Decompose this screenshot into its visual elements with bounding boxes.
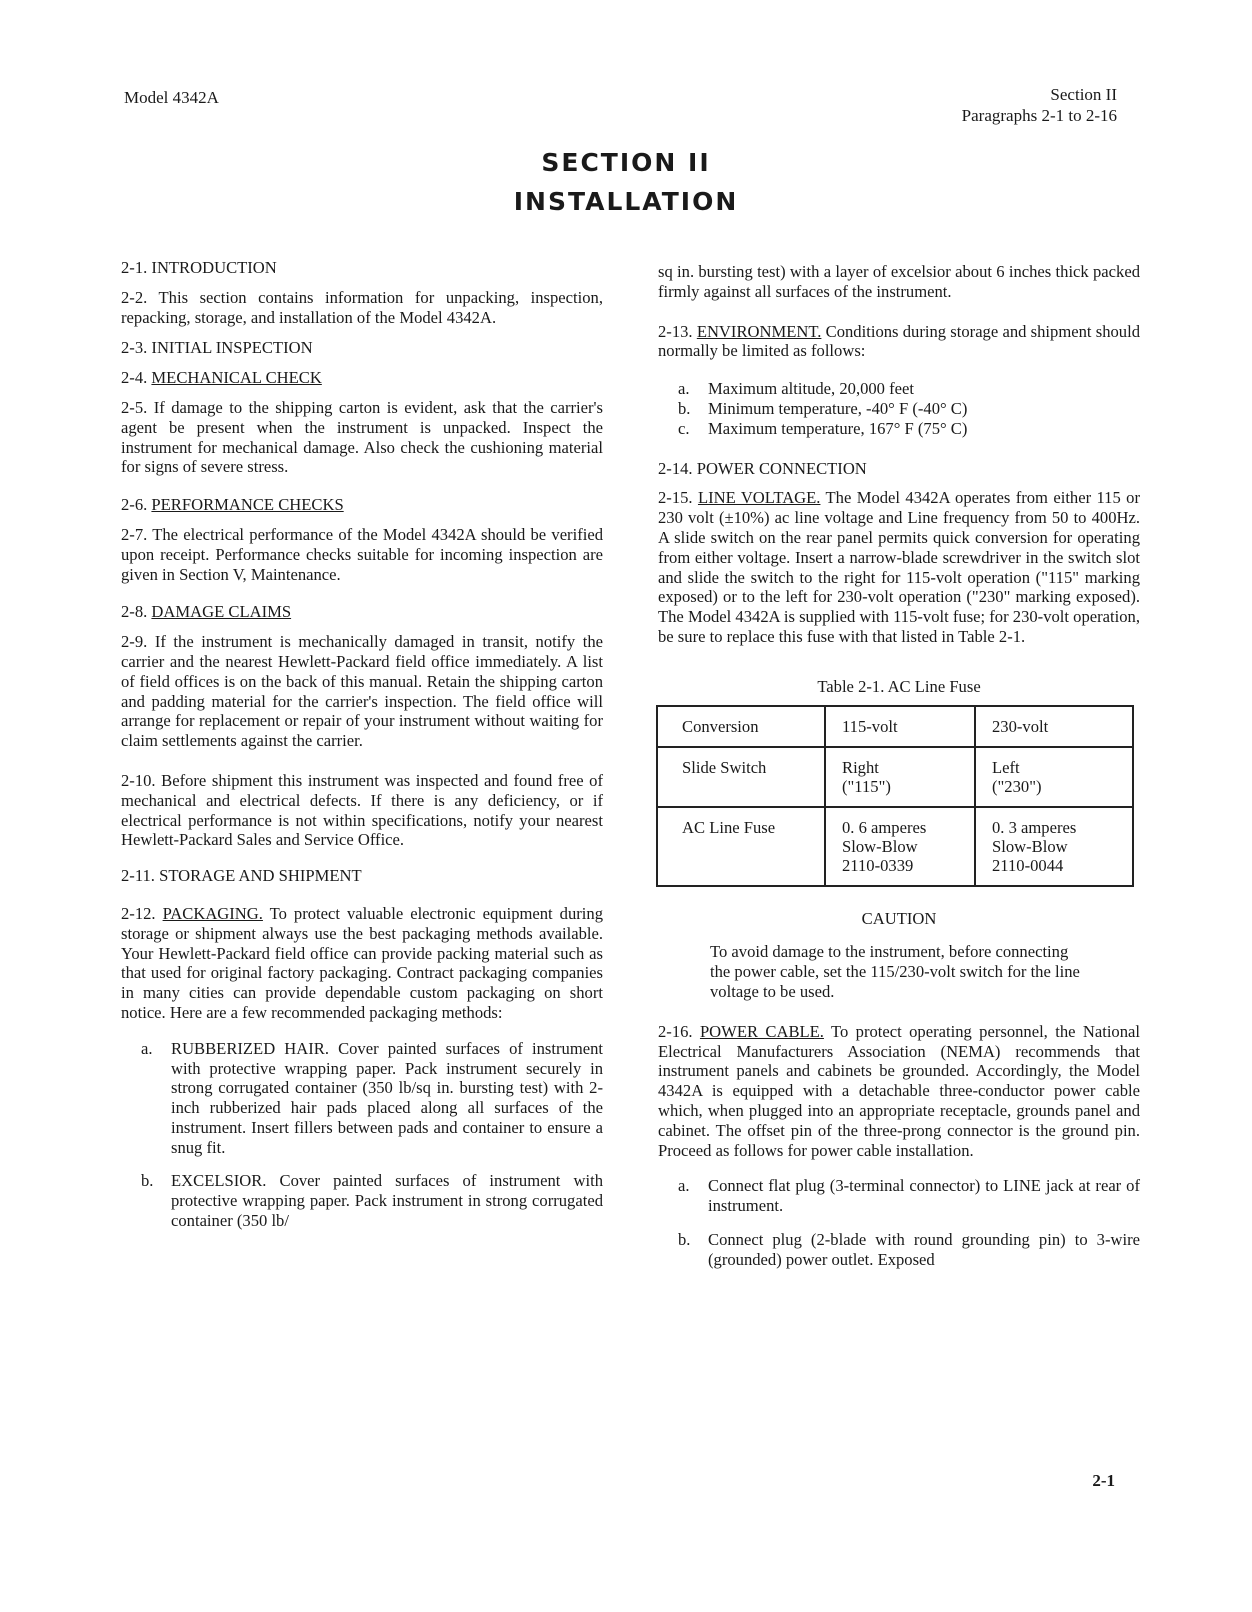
paragraph-2-7: 2-7. The electrical performance of the Model 4342A should be verified upon receipt. Performance checks suitable for incoming inspection are given in Section V, Maintenance.: [121, 524, 603, 584]
paragraph-2-13: 2-13. ENVIRONMENT. Conditions during storage and shipment should normally be limited as follows:: [658, 321, 1140, 361]
ac-line-fuse-table: [656, 705, 1134, 887]
table-cell: AC Line Fuse: [657, 807, 825, 886]
table-caption: Table 2-1. AC Line Fuse: [817, 676, 981, 696]
table-cell: Right ("115"): [825, 747, 975, 807]
table-cell: Left ("230"): [975, 747, 1133, 807]
packaging-methods-list: [121, 1039, 603, 1231]
paragraph-2-16: 2-16. POWER CABLE. To protect operating personnel, the National Electrical Manufacturers Association (NEMA) recommends that instrument panels and cabinets be grounded. Accordingly, the Model 4342A is equipped with a detachable three-conductor power cable which, when plugged into an appropriate receptacle, grounds panel and cabinet. The offset pin of the three-prong connector is the ground pin. Proceed as follows for power cable installation.: [658, 1021, 1140, 1160]
table-row: [657, 706, 1133, 747]
table-cell: 0. 3 amperes Slow-Blow 2110-0044: [975, 807, 1133, 886]
paragraph-2-2: 2-2. This section contains information for unpacking, inspection, repacking, storage, and installation of the Model 4342A.: [121, 287, 603, 327]
paragraph-2-12: 2-12. PACKAGING. To protect valuable electronic equipment during storage or shipment always use the best packaging methods available. Your Hewlett-Packard field office can provide packing material such as that used for original factory packaging. Contract packaging companies in many cities can provide dependable custom packaging on short notice. Here are a few recommended packaging methods:: [121, 903, 604, 1022]
list-item: a. RUBBERIZED HAIR. Cover painted surfaces of instrument with protective wrapping paper. Pack instrument securely in strong corrugated container (350 lb/sq in. bursting test) with 2-inch rubberized hair pads placed along all surfaces of the instrument. Insert fillers between pads and container to ensure a snug fit.: [141, 1038, 603, 1157]
heading-initial-inspection: 2-3. INITIAL INSPECTION: [121, 338, 313, 358]
heading-power-connection: 2-14. POWER CONNECTION: [658, 458, 867, 478]
environment-list: [658, 379, 1140, 438]
right-column: [658, 262, 1140, 1284]
heading-performance-checks: 2-6. PERFORMANCE CHECKS: [121, 495, 344, 515]
header-paragraphs: Paragraphs 2-1 to 2-16: [961, 106, 1117, 125]
packaging-b-continued: sq in. bursting test) with a layer of excelsior about 6 inches thick packed firmly against all surfaces of the instrument.: [658, 262, 1140, 301]
list-item: a. Maximum altitude, 20,000 feet: [678, 379, 914, 399]
header-section: Section II: [1050, 85, 1117, 104]
caution-title: CAUTION: [861, 908, 937, 928]
heading-mechanical-check: 2-4. MECHANICAL CHECK: [121, 368, 322, 388]
paragraph-2-10: 2-10. Before shipment this instrument was inspected and found free of mechanical and electrical defects. If there is any deficiency, or if electrical performance is not within specifications, notify your nearest Hewlett-Packard Sales and Service Office.: [121, 770, 603, 850]
list-item: b. Connect plug (2-blade with round grounding pin) to 3-wire (grounded) power outlet. Exposed: [678, 1229, 1140, 1269]
heading-introduction: 2-1. INTRODUCTION: [121, 258, 277, 277]
table-cell: 0. 6 amperes Slow-Blow 2110-0339: [825, 807, 975, 886]
table-cell: Conversion: [657, 706, 825, 747]
table-row: [657, 807, 1133, 886]
paragraph-2-5: 2-5. If damage to the shipping carton is evident, ask that the carrier's agent be present when the instrument is unpacked. Inspect the instrument for mechanical damage. Also check the cushioning material for signs of severe stress.: [121, 397, 603, 477]
heading-damage-claims: 2-8. DAMAGE CLAIMS: [121, 602, 292, 622]
table-cell: 115-volt: [825, 706, 975, 747]
table-row: [657, 747, 1133, 807]
heading-storage-shipment: 2-11. STORAGE AND SHIPMENT: [121, 866, 362, 886]
left-column: [121, 258, 603, 1245]
caution-text: To avoid damage to the instrument, before connecting the power cable, set the 115/230-volt switch for the line voltage to be used.: [710, 942, 1080, 1001]
list-item: a. Connect flat plug (3-terminal connector) to LINE jack at rear of instrument.: [678, 1176, 1140, 1216]
header-section-info: [962, 84, 1117, 126]
power-cable-steps-list: [658, 1176, 1140, 1269]
header-model: Model 4342A: [124, 88, 219, 107]
table-cell: 230-volt: [975, 706, 1133, 747]
list-item: b. EXCELSIOR. Cover painted surfaces of instrument with protective wrapping paper. Pack instrument in strong corrugated container (350 lb/: [141, 1171, 603, 1231]
section-number: SECTION II: [541, 148, 711, 177]
paragraph-2-15: 2-15. LINE VOLTAGE. The Model 4342A operates from either 115 or 230 volt (±10%) ac line voltage and Line frequency from 50 to 400Hz. A slide switch on the rear panel permits quick conversion for operating from either voltage. Insert a narrow-blade screwdriver in the switch slot and slide the switch to the right for 115-volt operation ("115" marking exposed) or to the left for 230-volt operation ("230" marking exposed). The Model 4342A is supplied with 115-volt fuse; for 230-volt operation, be sure to replace this fuse with that listed in Table 2-1.: [658, 488, 1140, 646]
section-title: INSTALLATION: [513, 187, 739, 216]
list-item: c. Maximum temperature, 167° F (75° C): [678, 418, 968, 438]
paragraph-2-9: 2-9. If the instrument is mechanically damaged in transit, notify the carrier and the nearest Hewlett-Packard field office immediately. A list of field offices is on the back of this manual. Retain the shipping carton and padding material for the carrier's inspection. The field office will arrange for replacement or repair of your instrument without waiting for claim settlements against the carrier.: [121, 632, 603, 751]
list-item: b. Minimum temperature, -40° F (-40° C): [678, 398, 968, 418]
table-cell: Slide Switch: [657, 747, 825, 807]
page-number: 2-1: [1092, 1471, 1115, 1490]
